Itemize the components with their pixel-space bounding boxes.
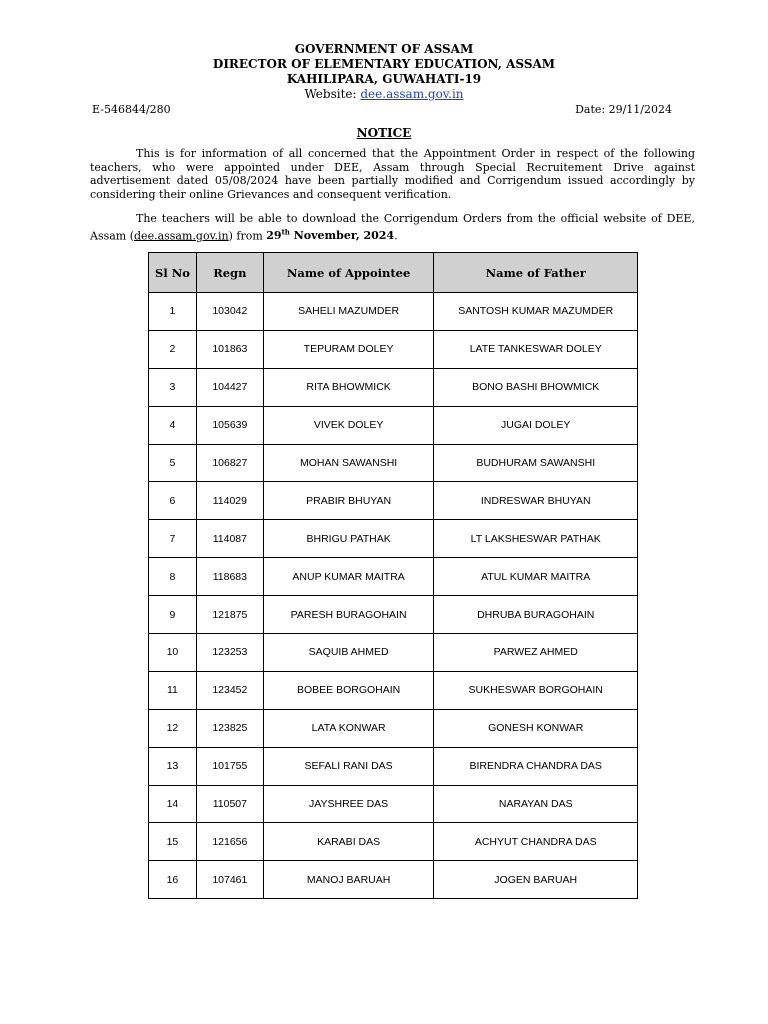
para2-text-end: . xyxy=(394,229,398,243)
cell-father-name: DHRUBA BURAGOHAIN xyxy=(434,596,638,634)
appointee-table xyxy=(148,252,638,899)
cell-appointee-name: LATA KONWAR xyxy=(263,709,434,747)
cell-father-name: NARAYAN DAS xyxy=(434,785,638,823)
cell-sl-no: 10 xyxy=(149,634,197,672)
cell-sl-no: 6 xyxy=(149,482,197,520)
cell-sl-no: 15 xyxy=(149,823,197,861)
table-row xyxy=(149,293,638,331)
cell-appointee-name: JAYSHREE DAS xyxy=(263,785,434,823)
notice-date: Date: 29/11/2024 xyxy=(575,103,672,116)
cell-regn: 123825 xyxy=(196,709,263,747)
cell-appointee-name: TEPURAM DOLEY xyxy=(263,330,434,368)
cell-father-name: JUGAI DOLEY xyxy=(434,406,638,444)
cell-appointee-name: MOHAN SAWANSHI xyxy=(263,444,434,482)
letterhead-line-government: GOVERNMENT OF ASSAM xyxy=(294,42,474,56)
notice-paragraph-1: This is for information of all concerned that the Appointment Order in respect of the following teachers, who were appointed under DEE, Assam through Special Recruitement Drive against advertisement dated 05/08/2024 have been partially modified and Corrigendum issued accordingly by considering their online Grievances and consequent verification. xyxy=(90,147,695,201)
cell-regn: 114029 xyxy=(196,482,263,520)
cell-regn: 110507 xyxy=(196,785,263,823)
cell-sl-no: 16 xyxy=(149,861,197,899)
cell-appointee-name: BHRIGU PATHAK xyxy=(263,520,434,558)
cell-father-name: SANTOSH KUMAR MAZUMDER xyxy=(434,293,638,331)
cell-father-name: ACHYUT CHANDRA DAS xyxy=(434,823,638,861)
letterhead-line-address: KAHILIPARA, GUWAHATI-19 xyxy=(286,72,482,86)
header-father-name: Name of Father xyxy=(434,253,638,293)
cell-appointee-name: SAQUIB AHMED xyxy=(263,634,434,672)
cell-sl-no: 8 xyxy=(149,558,197,596)
header-regn: Regn xyxy=(196,253,263,293)
cell-father-name: BIRENDRA CHANDRA DAS xyxy=(434,747,638,785)
website-line xyxy=(0,87,768,102)
letterhead-line-director: DIRECTOR OF ELEMENTARY EDUCATION, ASSAM xyxy=(212,57,556,71)
cell-father-name: BONO BASHI BHOWMICK xyxy=(434,368,638,406)
cell-appointee-name: BOBEE BORGOHAIN xyxy=(263,671,434,709)
cell-regn: 123452 xyxy=(196,671,263,709)
cell-father-name: ATUL KUMAR MAITRA xyxy=(434,558,638,596)
cell-sl-no: 13 xyxy=(149,747,197,785)
table-row xyxy=(149,444,638,482)
table-row xyxy=(149,861,638,899)
cell-appointee-name: SAHELI MAZUMDER xyxy=(263,293,434,331)
cell-regn: 103042 xyxy=(196,293,263,331)
para2-website-link[interactable]: dee.assam.gov.in xyxy=(134,229,229,243)
cell-appointee-name: RITA BHOWMICK xyxy=(263,368,434,406)
cell-regn: 104427 xyxy=(196,368,263,406)
website-link[interactable]: dee.assam.gov.in xyxy=(360,87,464,101)
para2-date-bold xyxy=(266,229,394,242)
cell-sl-no: 4 xyxy=(149,406,197,444)
header-appointee-name: Name of Appointee xyxy=(263,253,434,293)
header-sl-no: Sl No xyxy=(149,253,197,293)
cell-regn: 101755 xyxy=(196,747,263,785)
table-row xyxy=(149,634,638,672)
notice-paragraph-2 xyxy=(90,212,695,243)
cell-father-name: INDRESWAR BHUYAN xyxy=(434,482,638,520)
cell-regn: 101863 xyxy=(196,330,263,368)
cell-sl-no: 7 xyxy=(149,520,197,558)
website-label: Website: xyxy=(304,87,361,101)
cell-father-name: BUDHURAM SAWANSHI xyxy=(434,444,638,482)
cell-regn: 118683 xyxy=(196,558,263,596)
cell-appointee-name: VIVEK DOLEY xyxy=(263,406,434,444)
cell-regn: 121875 xyxy=(196,596,263,634)
cell-sl-no: 1 xyxy=(149,293,197,331)
cell-appointee-name: ANUP KUMAR MAITRA xyxy=(263,558,434,596)
table-row xyxy=(149,406,638,444)
cell-regn: 106827 xyxy=(196,444,263,482)
table-row xyxy=(149,671,638,709)
para2-day-suffix: th xyxy=(281,227,290,237)
table-row xyxy=(149,596,638,634)
notice-title: NOTICE xyxy=(356,126,412,140)
cell-father-name: GONESH KONWAR xyxy=(434,709,638,747)
cell-father-name: JOGEN BARUAH xyxy=(434,861,638,899)
cell-regn: 107461 xyxy=(196,861,263,899)
table-row xyxy=(149,520,638,558)
cell-sl-no: 12 xyxy=(149,709,197,747)
cell-appointee-name: KARABI DAS xyxy=(263,823,434,861)
para2-month-year: November, 2024 xyxy=(289,229,395,243)
cell-father-name: LT LAKSHESWAR PATHAK xyxy=(434,520,638,558)
para2-day: 29 xyxy=(266,229,282,243)
cell-father-name: PARWEZ AHMED xyxy=(434,634,638,672)
cell-sl-no: 11 xyxy=(149,671,197,709)
table-row xyxy=(149,558,638,596)
cell-sl-no: 5 xyxy=(149,444,197,482)
table-row xyxy=(149,747,638,785)
cell-appointee-name: MANOJ BARUAH xyxy=(263,861,434,899)
table-row xyxy=(149,330,638,368)
table-row xyxy=(149,823,638,861)
para2-text-before: The teachers will be able to download the Corrigendum Orders from the official website of DEE, Assam ( xyxy=(90,212,695,243)
cell-appointee-name: SEFALI RANI DAS xyxy=(263,747,434,785)
table-row xyxy=(149,482,638,520)
table-row xyxy=(149,709,638,747)
cell-sl-no: 2 xyxy=(149,330,197,368)
cell-appointee-name: PARESH BURAGOHAIN xyxy=(263,596,434,634)
cell-regn: 121656 xyxy=(196,823,263,861)
cell-appointee-name: PRABIR BHUYAN xyxy=(263,482,434,520)
table-header-row xyxy=(149,253,638,293)
para2-text-mid: ) from xyxy=(228,229,267,243)
reference-number: E-546844/280 xyxy=(92,103,171,116)
cell-regn: 105639 xyxy=(196,406,263,444)
cell-sl-no: 3 xyxy=(149,368,197,406)
cell-sl-no: 14 xyxy=(149,785,197,823)
cell-father-name: SUKHESWAR BORGOHAIN xyxy=(434,671,638,709)
cell-regn: 123253 xyxy=(196,634,263,672)
cell-sl-no: 9 xyxy=(149,596,197,634)
table-row xyxy=(149,785,638,823)
cell-father-name: LATE TANKESWAR DOLEY xyxy=(434,330,638,368)
letterhead xyxy=(0,42,768,102)
cell-regn: 114087 xyxy=(196,520,263,558)
table-row xyxy=(149,368,638,406)
